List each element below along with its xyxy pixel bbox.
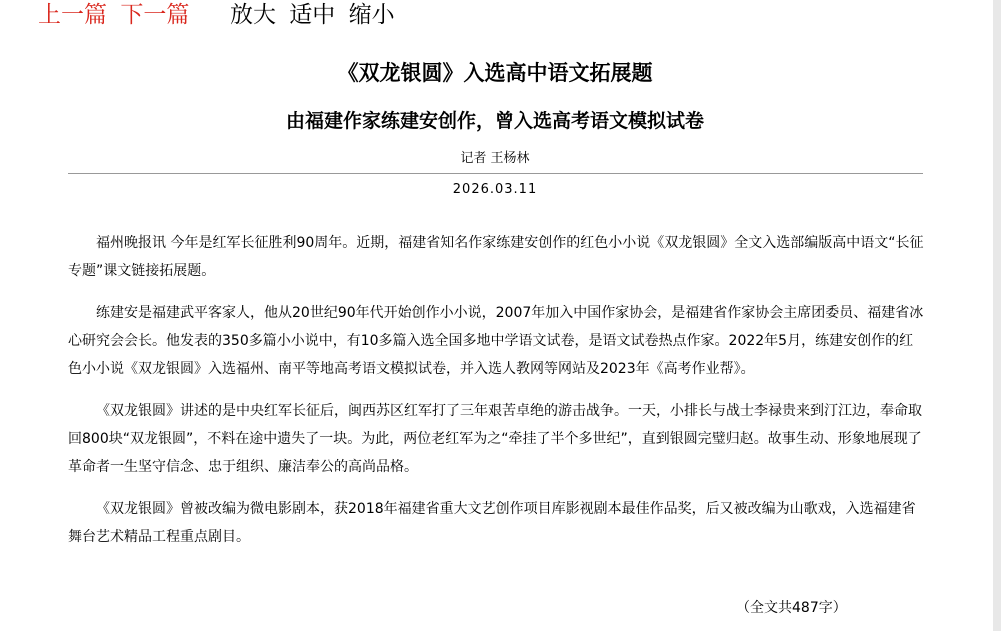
article-author: 记者 王杨林 bbox=[460, 151, 530, 166]
zoom-out-button[interactable]: 缩小 bbox=[348, 2, 395, 28]
toolbar bbox=[38, 0, 401, 29]
divider bbox=[68, 173, 923, 174]
scrollbar[interactable] bbox=[993, 0, 1001, 631]
article-body bbox=[68, 229, 924, 565]
next-article-link[interactable]: 下一篇 bbox=[120, 2, 190, 28]
paragraph: 练建安是福建武平客家人，他从20世纪90年代开始创作小小说，2007年加入中国作家协会，是福建省作家协会主席团委员、福建省冰心研究会会长。他发表的350多篇小小说中，有10多篇入选全国多地中学语文试卷，是语文试卷热点作家。2022年5月，练建安创作的红色小小说《双龙银圆》入选福州、南平等地高考语文模拟试卷，并入选人教网等网站及2023年《高考作业帮》。 bbox=[68, 305, 924, 377]
prev-article-link[interactable]: 上一篇 bbox=[38, 2, 107, 28]
article-date: 2026.03.11 bbox=[452, 182, 538, 197]
paragraph: 福州晚报讯 今年是红军长征胜利90周年。近期，福建省知名作家练建安创作的红色小小说《双龙银圆》全文入选部编版高中语文“长征专题”课文链接拓展题。 bbox=[68, 235, 924, 279]
paragraph: 《双龙银圆》讲述的是中央红军长征后，闽西苏区红军打了三年艰苦卓绝的游击战争。一天，小排长与战士李禄贵来到汀江边，奉命取回800块“双龙银圆”，不料在途中遗失了一块。为此，两位老红军为之“牵挂了半个多世纪”，直到银圆完璧归赵。故事生动、形象地展现了革命者一生坚守信念、忠于组织、廉洁奉公的高尚品格。 bbox=[68, 403, 922, 475]
zoom-in-button[interactable]: 放大 bbox=[229, 2, 276, 28]
article-subtitle: 由福建作家练建安创作，曾入选高考语文模拟试卷 bbox=[285, 110, 704, 132]
article-title: 《双龙银圆》入选高中语文拓展题 bbox=[337, 61, 653, 85]
paragraph: 《双龙银圆》曾被改编为微电影剧本，获2018年福建省重大文艺创作项目库影视剧本最佳作品奖，后又被改编为山歌戏，入选福建省舞台艺术精品工程重点剧目。 bbox=[68, 501, 916, 545]
word-count: （全文共487字） bbox=[736, 600, 847, 616]
fit-button[interactable]: 适中 bbox=[289, 2, 336, 28]
